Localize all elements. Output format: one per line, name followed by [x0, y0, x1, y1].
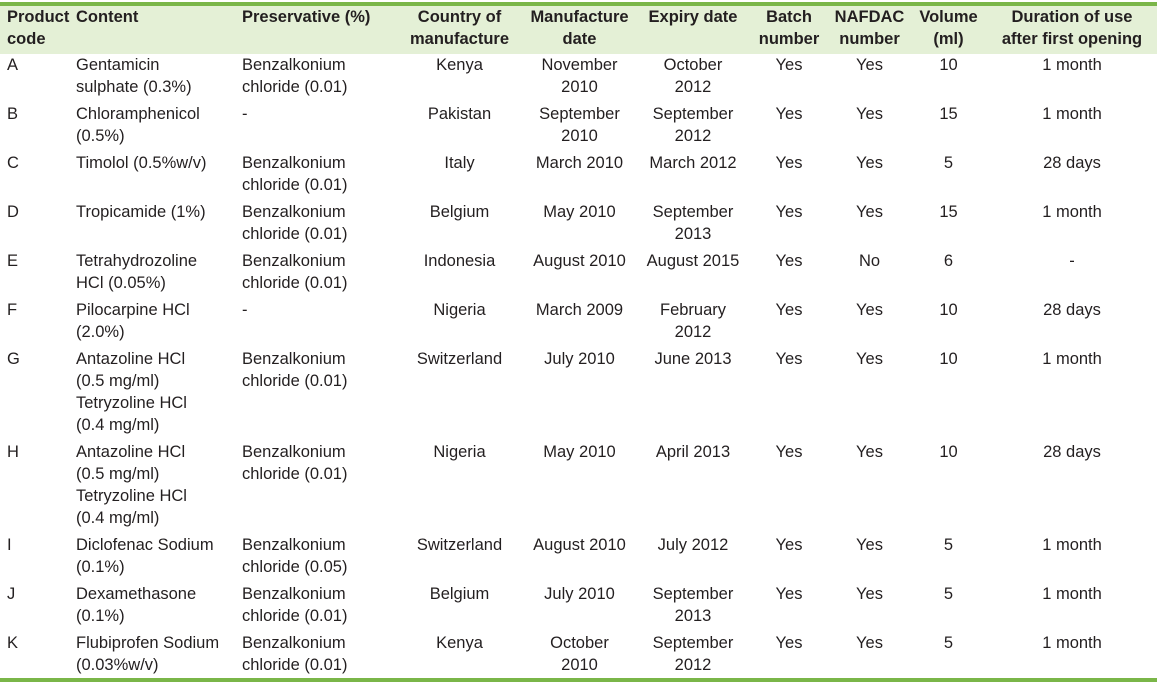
cell-preservative: Benzalkonium chloride (0.01) — [242, 154, 348, 194]
cell-volume: 15 — [939, 105, 958, 123]
cell-code: J — [7, 585, 16, 603]
cell-country: Italy — [444, 154, 475, 172]
cell-volume: 10 — [939, 350, 958, 368]
cell-manufacture-date: September 2010 — [539, 105, 620, 145]
cell-code: K — [7, 634, 19, 652]
cell-country: Nigeria — [433, 443, 486, 461]
cell-nafdac: No — [858, 252, 881, 270]
cell-volume: 5 — [943, 154, 954, 172]
cell-manufacture-date: March 2009 — [535, 301, 624, 319]
table-row — [0, 299, 1157, 348]
cell-batch: Yes — [775, 301, 803, 319]
cell-expiry-date: September 2013 — [652, 203, 734, 243]
cell-code: I — [7, 536, 12, 554]
cell-code: C — [7, 154, 19, 172]
cell-nafdac: Yes — [856, 443, 883, 461]
table-row — [0, 103, 1157, 152]
cell-batch: Yes — [775, 536, 803, 554]
cell-content: Dexamethasone (0.1%) — [76, 585, 197, 625]
cell-preservative: Benzalkonium chloride (0.01) — [242, 252, 348, 292]
cell-code: A — [7, 56, 19, 74]
cell-content: Flubiprofen Sodium (0.03%w/v) — [76, 634, 220, 674]
cell-content: Diclofenac Sodium (0.1%) — [76, 536, 214, 576]
cell-batch: Yes — [775, 585, 803, 603]
cell-content: Chloramphenicol (0.5%) — [76, 105, 200, 145]
cell-duration: 1 month — [1042, 350, 1102, 368]
cell-manufacture-date: October 2010 — [550, 634, 609, 674]
column-header-country: Country of manufacture — [409, 8, 510, 48]
cell-code: D — [7, 203, 19, 221]
cell-manufacture-date: July 2010 — [544, 585, 615, 603]
cell-country: Kenya — [436, 56, 483, 74]
cell-duration: 28 days — [1043, 154, 1101, 172]
cell-content: Tropicamide (1%) — [76, 203, 206, 221]
table-row — [0, 54, 1157, 103]
cell-expiry-date: September 2012 — [652, 634, 734, 674]
cell-preservative: Benzalkonium chloride (0.01) — [242, 203, 348, 243]
table-row — [0, 250, 1157, 299]
cell-country: Belgium — [429, 203, 490, 221]
cell-manufacture-date: August 2010 — [533, 536, 626, 554]
cell-expiry-date: October 2012 — [663, 56, 723, 96]
cell-country: Switzerland — [416, 350, 503, 368]
cell-expiry-date: August 2015 — [646, 252, 740, 270]
cell-nafdac: Yes — [856, 203, 883, 221]
cell-preservative: - — [242, 105, 248, 123]
cell-nafdac: Yes — [856, 154, 883, 172]
column-header-volume: Volume (ml) — [919, 8, 978, 48]
cell-expiry-date: June 2013 — [654, 350, 732, 368]
cell-expiry-date: September 2013 — [652, 585, 734, 625]
cell-country: Belgium — [429, 585, 490, 603]
cell-nafdac: Yes — [856, 634, 883, 652]
cell-nafdac: Yes — [856, 301, 883, 319]
cell-content: Antazoline HCl (0.5 mg/ml) Tetryzoline HCl (0.4 mg/ml) — [76, 443, 187, 527]
column-header-nafdac-number: NAFDAC number — [834, 8, 905, 48]
cell-country: Indonesia — [423, 252, 496, 270]
cell-content: Gentamicin sulphate (0.3%) — [76, 56, 192, 96]
cell-preservative: Benzalkonium chloride (0.01) — [242, 634, 348, 674]
cell-volume: 10 — [939, 301, 958, 319]
cell-volume: 5 — [943, 585, 954, 603]
column-header-preservative: Preservative (%) — [242, 8, 371, 26]
column-header-product-code: Product code — [7, 8, 70, 48]
cell-manufacture-date: May 2010 — [543, 443, 616, 461]
cell-code: H — [7, 443, 19, 461]
cell-preservative: Benzalkonium chloride (0.01) — [242, 56, 348, 96]
cell-content: Timolol (0.5%w/v) — [76, 154, 207, 172]
cell-expiry-date: April 2013 — [655, 443, 731, 461]
cell-nafdac: Yes — [856, 585, 883, 603]
table-row — [0, 583, 1157, 632]
cell-volume: 10 — [939, 56, 958, 74]
cell-code: F — [7, 301, 18, 319]
cell-nafdac: Yes — [856, 105, 883, 123]
table-row — [0, 152, 1157, 201]
header-row — [0, 6, 1157, 54]
cell-duration: 1 month — [1042, 634, 1102, 652]
cell-batch: Yes — [775, 443, 803, 461]
cell-code: G — [7, 350, 20, 368]
cell-duration: 1 month — [1042, 105, 1102, 123]
cell-content: Antazoline HCl (0.5 mg/ml) Tetryzoline HCl (0.4 mg/ml) — [76, 350, 187, 434]
cell-expiry-date: September 2012 — [652, 105, 734, 145]
cell-nafdac: Yes — [856, 536, 883, 554]
cell-preservative: Benzalkonium chloride (0.01) — [242, 443, 348, 483]
cell-nafdac: Yes — [856, 350, 883, 368]
cell-volume: 5 — [943, 536, 954, 554]
cell-duration: 1 month — [1042, 56, 1102, 74]
cell-manufacture-date: November 2010 — [541, 56, 618, 96]
cell-manufacture-date: July 2010 — [544, 350, 615, 368]
cell-duration: 1 month — [1042, 585, 1102, 603]
cell-preservative: Benzalkonium chloride (0.05) — [242, 536, 348, 576]
product-table — [0, 6, 1157, 681]
cell-expiry-date: March 2012 — [649, 154, 737, 172]
table-row — [0, 534, 1157, 583]
column-header-content: Content — [76, 8, 139, 26]
cell-duration: - — [1069, 252, 1075, 270]
cell-volume: 15 — [939, 203, 958, 221]
cell-preservative: - — [242, 301, 248, 319]
cell-country: Nigeria — [433, 301, 486, 319]
cell-expiry-date: July 2012 — [657, 536, 729, 554]
cell-batch: Yes — [775, 105, 803, 123]
cell-batch: Yes — [775, 252, 803, 270]
table-row — [0, 348, 1157, 441]
cell-expiry-date: February 2012 — [659, 301, 727, 341]
cell-duration: 1 month — [1042, 536, 1102, 554]
cell-country: Kenya — [436, 634, 483, 652]
table-row — [0, 201, 1157, 250]
cell-country: Switzerland — [416, 536, 503, 554]
cell-manufacture-date: May 2010 — [543, 203, 616, 221]
cell-content: Tetrahydrozoline HCl (0.05%) — [76, 252, 198, 292]
cell-preservative: Benzalkonium chloride (0.01) — [242, 350, 348, 390]
cell-batch: Yes — [775, 203, 803, 221]
cell-nafdac: Yes — [856, 56, 883, 74]
cell-volume: 6 — [943, 252, 954, 270]
cell-duration: 1 month — [1042, 203, 1102, 221]
cell-preservative: Benzalkonium chloride (0.01) — [242, 585, 348, 625]
cell-volume: 5 — [943, 634, 954, 652]
bottom-rule — [0, 678, 1157, 682]
table-row — [0, 632, 1157, 681]
table-row — [0, 441, 1157, 534]
cell-manufacture-date: August 2010 — [533, 252, 626, 270]
cell-content: Pilocarpine HCl (2.0%) — [76, 301, 190, 341]
cell-country: Pakistan — [427, 105, 492, 123]
cell-volume: 10 — [939, 443, 958, 461]
cell-duration: 28 days — [1043, 443, 1101, 461]
cell-duration: 28 days — [1043, 301, 1101, 319]
column-header-expiry-date: Expiry date — [648, 8, 738, 26]
cell-manufacture-date: March 2010 — [535, 154, 624, 172]
cell-batch: Yes — [775, 350, 803, 368]
cell-batch: Yes — [775, 154, 803, 172]
column-header-manufacture-date: Manufacture date — [530, 8, 629, 48]
cell-code: B — [7, 105, 19, 123]
column-header-duration: Duration of use after first opening — [1001, 8, 1143, 48]
cell-batch: Yes — [775, 634, 803, 652]
column-header-batch-number: Batch number — [758, 8, 820, 48]
cell-code: E — [7, 252, 19, 270]
cell-batch: Yes — [775, 56, 803, 74]
